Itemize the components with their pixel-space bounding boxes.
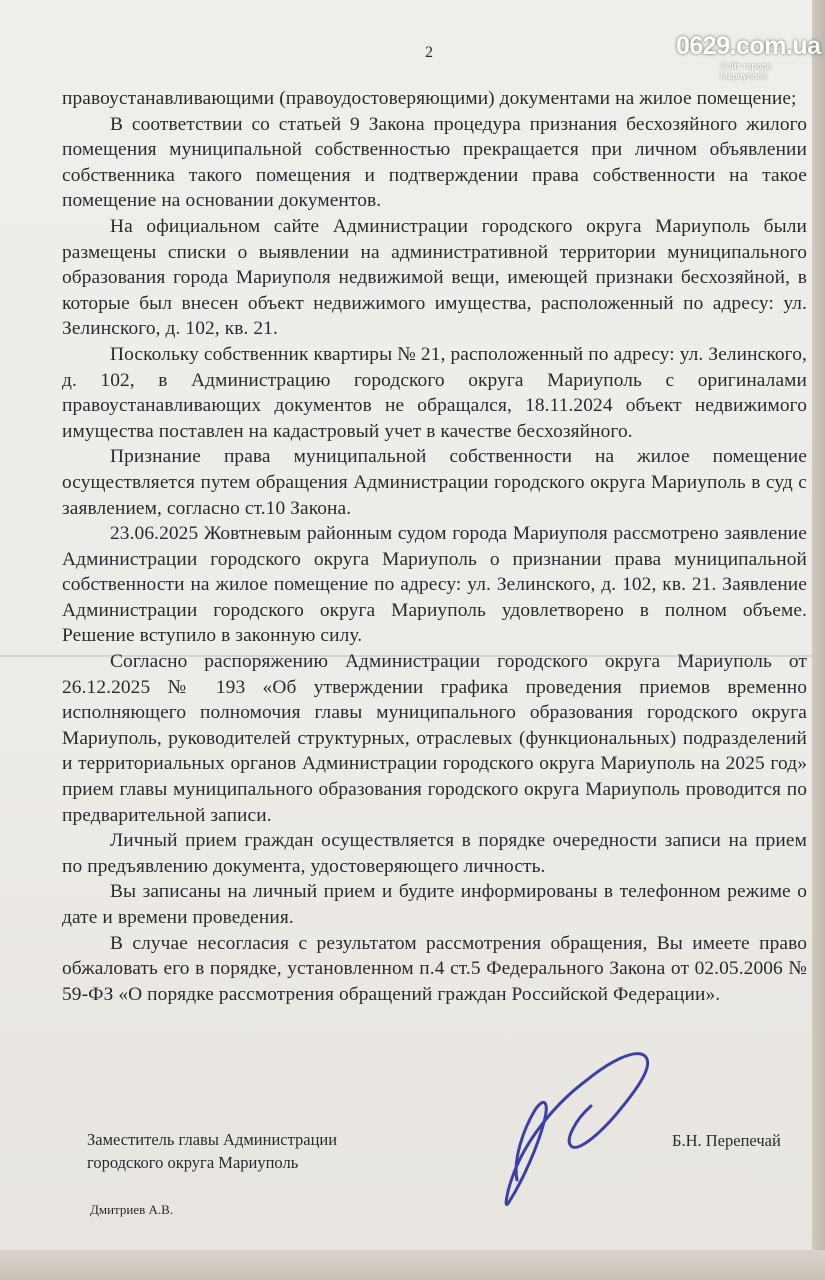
watermark-tagline: Сайт города Мариуполя [720, 61, 772, 81]
letter-body [62, 86, 807, 1007]
paragraph: В соответствии со статьей 9 Закона процедура признания бесхозяйного жилого помещения муниципальной собственностью прекращается при личном объявлении собственника такого помещения и подтверждении права собственности на такое помещение на основании документов. [62, 113, 807, 212]
signer-position [87, 1128, 337, 1174]
handwritten-signature-icon [495, 1040, 665, 1225]
paragraph: Вы записаны на личный прием и будите информированы в телефонном режиме о дате и времени проведения. [62, 881, 807, 928]
background-surface [0, 1250, 825, 1280]
page-number: 2 [425, 44, 433, 61]
paragraph: Согласно распоряжению Администрации городского округа Мариуполь от 26.12.2025 № 193 «Об утверждении графика проведения приемов временно исполняющего полномочия главы муниципального образования городского округа Мариуполь, руководителей структурных, отраслевых (функциональных) подразделений и территориальных органов Администрации городского округа Мариуполь на 2025 год» прием главы муниципального образования городского округа Мариуполь проводится по предварительной записи. [62, 651, 807, 826]
paragraph: Поскольку собственник квартиры № 21, расположенный по адресу: ул. Зелинского, д. 102, в Администрацию городского округа Мариуполь с оригиналами правоустанавливающих документов не обращался, 18.11.2024 объект недвижимого имущества поставлен на кадастровый учет в качестве бесхозяйного. [62, 343, 807, 442]
watermark-site: 0629.com.ua [676, 32, 821, 60]
paragraph: Личный прием граждан осуществляется в порядке очередности записи на прием по предъявлению документа, удостоверяющего личность. [62, 830, 807, 877]
paragraph: Признание права муниципальной собственности на жилое помещение осуществляется путем обращения Администрации городского округа Мариуполь в суд с заявлением, согласно ст.10 Закона. [62, 446, 807, 519]
executor-name: Дмитриев А.В. [90, 1202, 174, 1217]
watermark-logo [676, 32, 821, 86]
signer-position-line: Заместитель главы Администрации [87, 1130, 338, 1149]
signer-name: Б.Н. Перепечай [672, 1131, 781, 1150]
signer-position-line: городского округа Мариуполь [87, 1153, 299, 1172]
paragraph: На официальном сайте Администрации городского округа Мариуполь были размещены списки о выявлении на административной территории муниципального образования города Мариуполя недвижимой вещи, имеющей признаки бесхозяйной, в которые был внесен объект недвижимого имущества, расположенный по адресу: ул. Зелинского, д. 102, кв. 21. [62, 215, 807, 340]
page-edge [812, 0, 825, 1280]
paragraph: правоустанавливающими (правоудостоверяющими) документами на жилое помещение; [62, 88, 797, 109]
paragraph: 23.06.2025 Жовтневым районным судом города Мариуполя рассмотрено заявление Администрации городского округа Мариуполь о признании права муниципальной собственности на жилое помещение по адресу: ул. Зелинского, д. 102, кв. 21. Заявление Администрации городского округа Мариуполь удовлетворено в полном объеме. Решение вступило в законную силу. [62, 523, 807, 647]
paragraph: В случае несогласия с результатом рассмотрения обращения, Вы имеете право обжаловать его в порядке, установленном п.4 ст.5 Федерального Закона от 02.05.2006 № 59-ФЗ «О порядке рассмотрения обращений граждан Российской Федерации». [62, 932, 807, 1005]
